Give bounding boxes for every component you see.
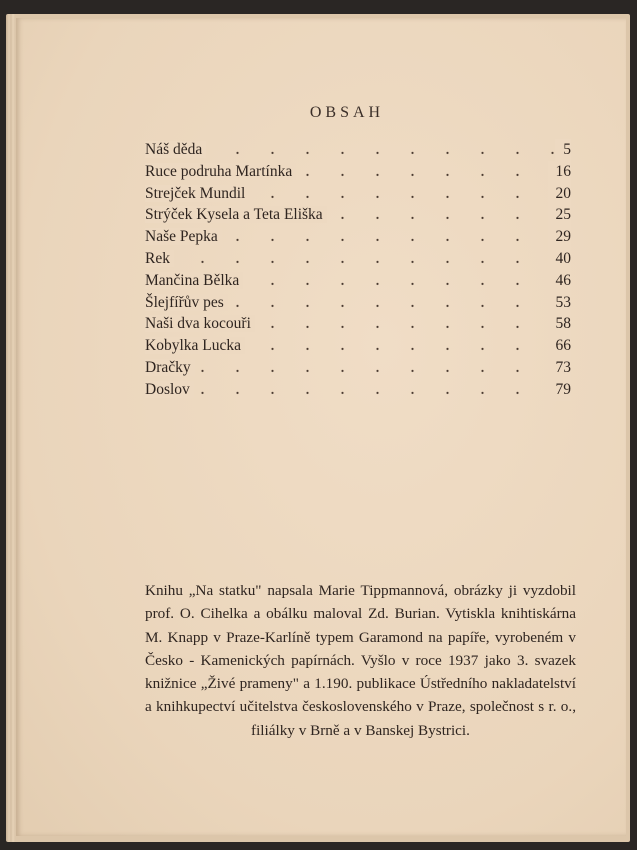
toc-entry-page: 20 xyxy=(548,183,572,205)
contents-heading: OBSAH xyxy=(309,104,385,121)
toc-entry-title: Kobylka Lucka xyxy=(145,337,245,354)
toc-entry-title: Mančina Bělka xyxy=(145,272,243,289)
toc-entry xyxy=(145,226,571,248)
toc-entry-title: Rek xyxy=(145,250,174,267)
toc-entry-title: Náš děda xyxy=(145,141,206,158)
toc-entry-page: 40 xyxy=(548,248,572,270)
toc-entry xyxy=(145,161,571,183)
toc-entry xyxy=(145,204,571,226)
toc-entry xyxy=(145,335,571,357)
toc-entry xyxy=(145,139,571,161)
toc-entry-page: 5 xyxy=(555,139,571,161)
toc-entry-title: Doslov xyxy=(145,381,194,398)
toc-entry-page: 53 xyxy=(548,292,572,314)
toc-entry-page: 66 xyxy=(548,335,572,357)
toc-entry-page: 79 xyxy=(548,379,572,401)
toc-entry-title: Ruce podruha Martínka xyxy=(145,163,296,180)
toc-entry xyxy=(145,270,571,292)
toc-entry-page: 58 xyxy=(548,313,572,335)
colophon: Knihu „Na statku" napsala Marie Tippmannová, obrázky ji vyzdobil prof. O. Cihelka a obálku maloval Zd. Burian. Vytiskla knihtiskárna M. Knapp v Praze-Karlíně typem Garamond na papíře, vyrobeném v Česko - Kamenických papírnách. Vyšlo v roce 1937 jako 3. svazek knižnice „Živé prameny" a 1.190. publikace Ústředního nakladatelství a knihkupectví učitelstva československého v Praze, společnost s r. o., filiálky v Brně a v Banskej Bystrici. xyxy=(145,582,576,739)
toc-entry xyxy=(145,357,571,379)
toc-entry xyxy=(145,183,571,205)
toc-entry xyxy=(145,292,571,314)
toc-entry-title: Naši dva kocouři xyxy=(145,315,255,332)
toc-entry-title: Dračky xyxy=(145,359,195,376)
toc-entry-page: 25 xyxy=(548,204,572,226)
toc-entry-page: 16 xyxy=(548,161,572,183)
toc-entry xyxy=(145,379,571,401)
toc-entry xyxy=(145,313,571,335)
toc-entry-page: 29 xyxy=(548,226,572,248)
toc-entry-page: 73 xyxy=(548,357,572,379)
toc-entry-title: Naše Pepka xyxy=(145,228,222,245)
table-of-contents xyxy=(145,139,571,401)
toc-entry-title: Strejček Mundil xyxy=(145,185,249,202)
toc-entry-page: 46 xyxy=(548,270,572,292)
toc-entry-title: Šlejfířův pes xyxy=(145,294,228,311)
toc-entry-title: Strýček Kysela a Teta Eliška xyxy=(145,206,327,223)
toc-entry xyxy=(145,248,571,270)
book-page xyxy=(16,18,626,836)
